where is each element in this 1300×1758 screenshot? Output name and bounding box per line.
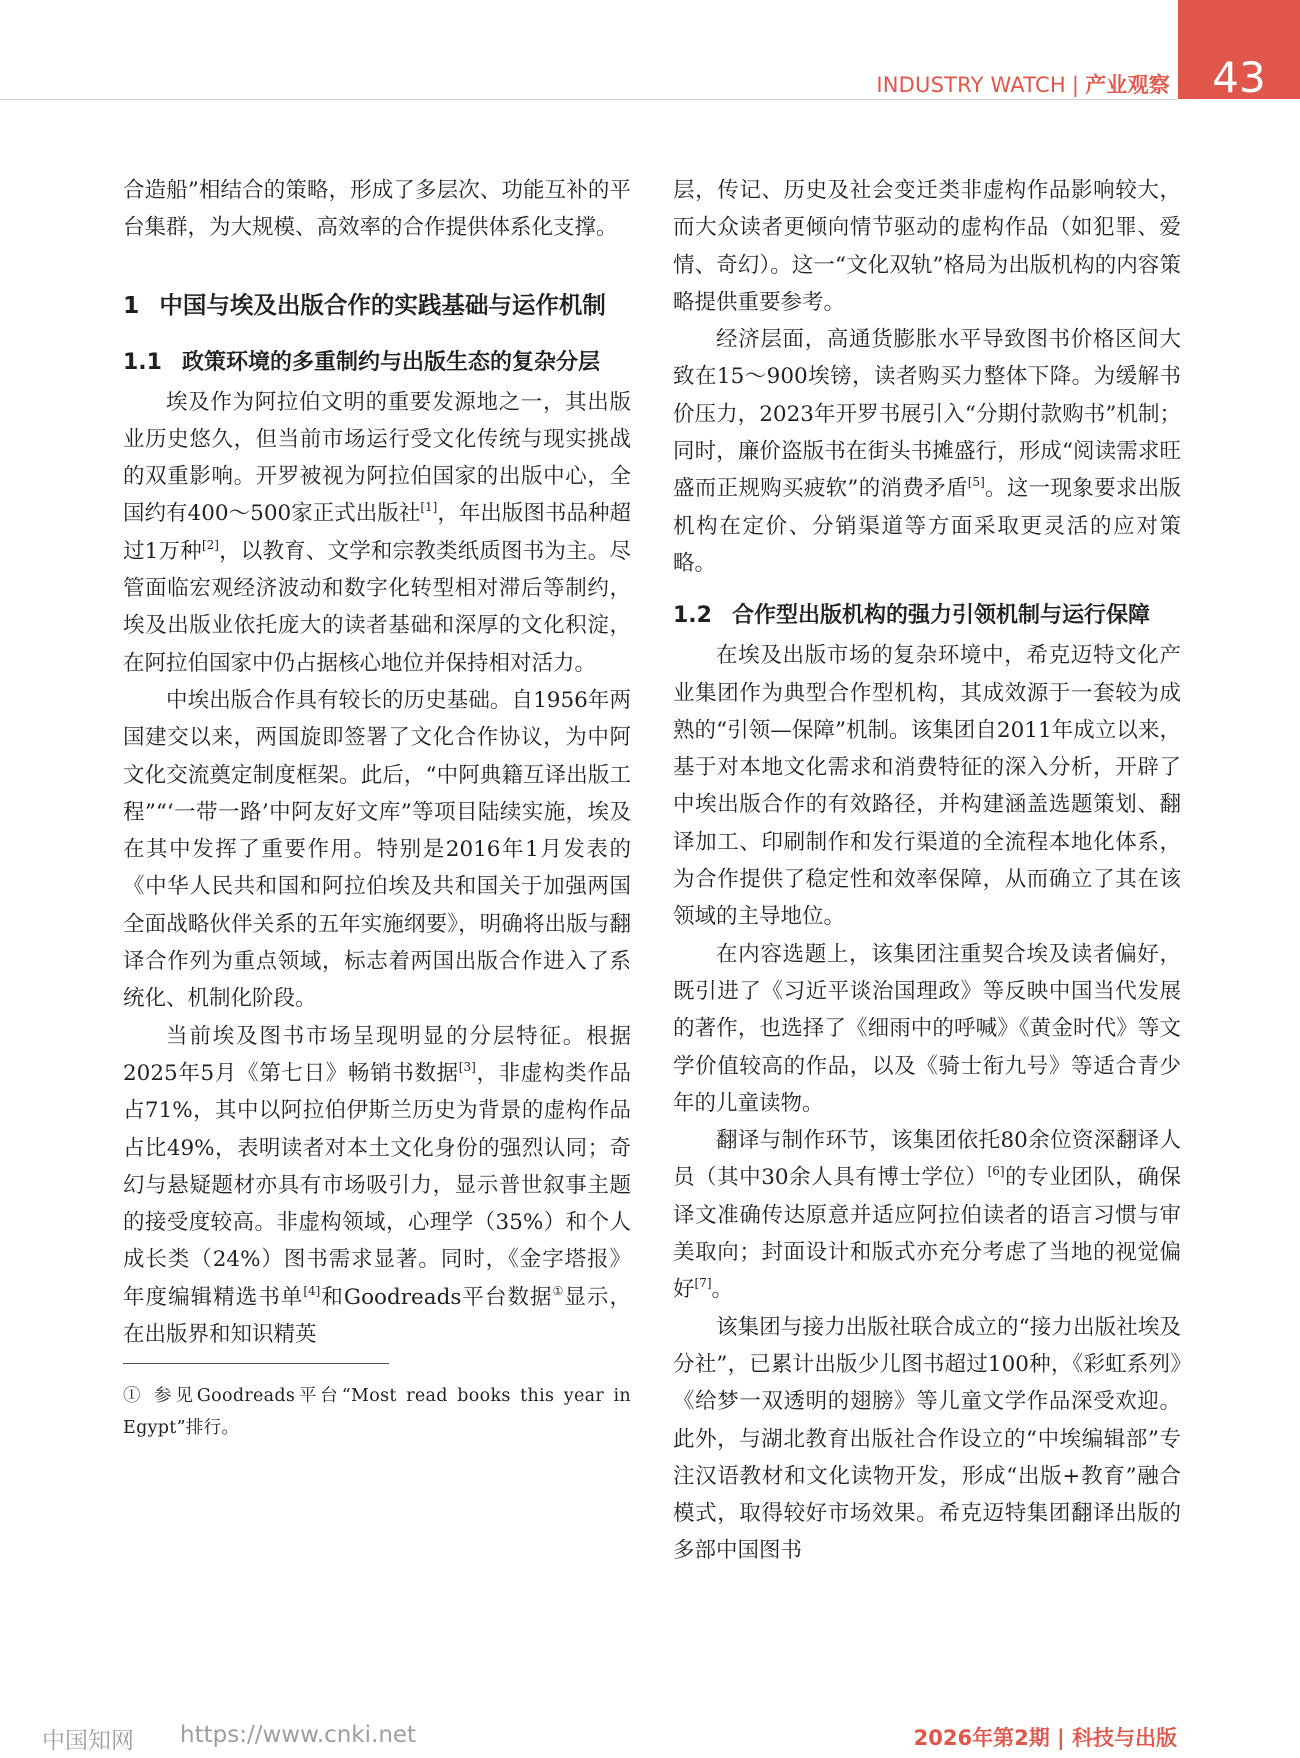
paragraph [123, 384, 631, 682]
section-heading-1 [123, 277, 631, 333]
heading-text: 中国与埃及出版合作的实践基础与运作机制 [159, 290, 606, 319]
section-title-en: INDUSTRY WATCH [876, 73, 1066, 97]
paragraph: 中埃出版合作具有较长的历史基础。自1956年两国建交以来，两国旋即签署了文化合作协议，为中阿文化交流奠定制度框架。此后，“中阿典籍互译出版工程”“‘一带一路’中阿友好文库”等项目陆续实施，埃及在其中发挥了重要作用。特别是2016年1月发表的《中华人民共和国和阿拉伯埃及共和国关于加强两国全面战略伙伴关系的五年实施纲要》，明确将出版与翻译合作列为重点领域，标志着两国出版合作进入了系统化、机制化阶段。 [123, 687, 631, 1012]
heading-number: 1.2 [673, 603, 712, 629]
paragraph: 层，传记、历史及社会变迁类非虚构作品影响较大，而大众读者更倾向情节驱动的虚构作品（如犯罪、爱情、奇幻）。这一“文化双轨”格局为出版机构的内容策略提供重要参考。 [673, 178, 1181, 315]
paragraph-text: 和Goodreads平台数据 [320, 1284, 553, 1310]
paragraph-text: 当前埃及图书市场呈现明显的分层特征。根据2025年5月《第七日》畅销书数据 [123, 1023, 631, 1086]
heading-text: 政策环境的多重制约与出版生态的复杂分层 [181, 349, 600, 375]
left-column [123, 172, 631, 1444]
footnote-rule [123, 1363, 389, 1364]
section-header [876, 69, 1170, 99]
paragraph-text: 翻译与制作环节，该集团依托80余位资深翻译人员（其中30余人具有博士学位） [673, 1128, 1181, 1191]
citation-ref: [4] [303, 1283, 321, 1298]
citation-ref: [3] [458, 1059, 476, 1074]
paragraph: 在埃及出版市场的复杂环境中，希克迈特文化产业集团作为典型合作型机构，其成效源于一套较为成熟的“引领—保障”机制。该集团自2011年成立以来，基于对本地文化需求和消费特征的深入分析，开辟了中埃出版合作的有效路径，并构建涵盖选题策划、翻译加工、印刷制作和发行渠道的全流程本地化体系，为合作提供了稳定性和效率保障，从而确立了其在该领域的主导地位。 [673, 643, 1181, 930]
paragraph-text: ，年出版图书品种超过1万种 [123, 501, 631, 564]
footnote-marker: ① [552, 1283, 565, 1298]
right-column [673, 172, 1181, 1570]
paragraph: 在内容选题上，该集团注重契合埃及读者偏好，既引进了《习近平谈治国理政》等反映中国当代发展的著作，也选择了《细雨中的呼喊》《黄金时代》等文学价值较高的作品，以及《骑士衔九号》等适合青少年的儿童读物。 [673, 941, 1181, 1116]
paragraph-text: 埃及作为阿拉伯文明的重要发源地之一，其出版业历史悠久，但当前市场运行受文化传统与现实挑战的双重影响。开罗被视为阿拉伯国家的出版中心，全国约有400～500家正式出版社 [123, 389, 631, 527]
section-title-cn: 产业观察 [1085, 73, 1170, 97]
heading-number: 1 [123, 290, 140, 319]
paragraph: 合造船”相结合的策略，形成了多层次、功能互补的平台集群，为大规模、高效率的合作提供体系化支撑。 [123, 178, 631, 241]
section-heading-1-2 [673, 594, 1181, 637]
cnki-url[interactable]: https://www.cnki.net [180, 1722, 417, 1748]
paragraph [123, 1018, 631, 1354]
paragraph-text: 。这一现象要求出版机构在定价、分销渠道等方面采取更灵活的应对策略。 [673, 476, 1181, 576]
page-number-box [1178, 0, 1300, 102]
paragraph-text: 的专业团队，确保译文准确传达原意并适应阿拉伯读者的语言习惯与审美取向；封面设计和版式亦充分考虑了当地的视觉偏好 [673, 1165, 1181, 1303]
paragraph-text: 。 [711, 1277, 734, 1303]
paragraph: 该集团与接力出版社联合成立的“接力出版社埃及分社”，已累计出版少儿图书超过100种，《彩虹系列》《给梦一双透明的翅膀》等儿童文学作品深受欢迎。此外，与湖北教育出版社合作设立的“中埃编辑部”专注汉语教材和文化读物开发，形成“出版+教育”融合模式，取得较好市场效果。希克迈特集团翻译出版的多部中国图书 [673, 1314, 1181, 1564]
paragraph-text: ，非虚构类作品占71%，其中以阿拉伯伊斯兰历史为背景的虚构作品占比49%，表明读者对本土文化身份的强烈认同；奇幻与悬疑题材亦具有市场吸引力，显示普世叙事主题的接受度较高。非虚构领域，心理学（35%）和个人成长类（24%）图书需求显著。同时，《金字塔报》年度编辑精选书单 [123, 1060, 631, 1310]
paragraph-text: 经济层面，高通货膨胀水平导致图书价格区间大致在15～900埃镑，读者购买力整体下降。为缓解书价压力，2023年开罗书展引入“分期付款购书”机制；同时，廉价盗版书在街头书摊盛行，形成“阅读需求旺盛而正规购买疲软”的消费矛盾 [673, 327, 1181, 502]
paragraph-text: 显示，在出版界和知识精英 [123, 1284, 631, 1348]
heading-text: 合作型出版机构的强力引领机制与运行保障 [731, 603, 1150, 629]
section-heading-1-1 [123, 341, 631, 384]
journal-issue: 2026年第2期 | 科技与出版 [913, 1726, 1177, 1750]
citation-ref: [1] [420, 500, 438, 515]
section-separator: | [1071, 73, 1080, 97]
citation-ref: [6] [987, 1164, 1005, 1179]
paragraph [673, 321, 1181, 582]
cnki-logo: 中国知网 [42, 1728, 134, 1754]
heading-number: 1.1 [123, 349, 162, 375]
header-rule [0, 99, 1177, 100]
citation-ref: [2] [201, 537, 219, 552]
paragraph-text: ，以教育、文学和宗教类纸质图书为主。尽管面临宏观经济波动和数字化转型相对滞后等制约，埃及出版业依托庞大的读者基础和深厚的文化积淀，在阿拉伯国家中仍占据核心地位并保持相对活力。 [123, 538, 631, 676]
citation-ref: [7] [694, 1276, 712, 1291]
citation-ref: [5] [967, 475, 985, 490]
paragraph [673, 1122, 1181, 1308]
page-number: 43 [1212, 53, 1266, 102]
footnote: ① 参见Goodreads平台“Most read books this year in Egypt”排行。 [123, 1386, 631, 1439]
